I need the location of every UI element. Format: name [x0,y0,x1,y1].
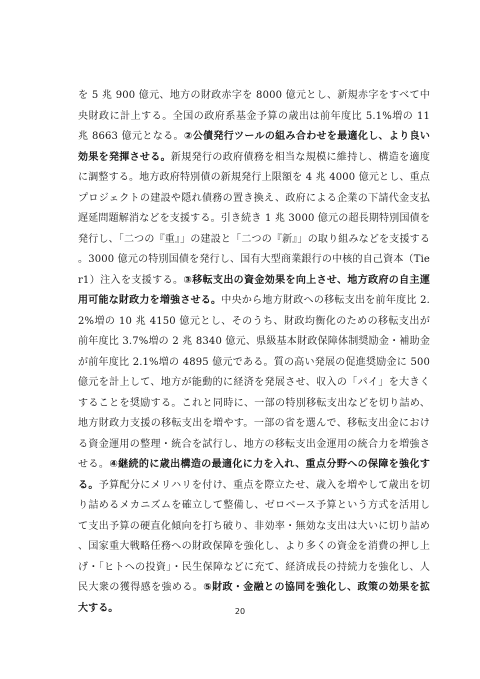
text-segment: 中央から地方財政への移転支出を前年度比 2.2%増の 10 兆 4150 億元とし、そのうち、財政均衡化のための移転支出が前年度比 3.7%増の 2 兆 8340 億元、県級基本財政保障体制奨励金・補助金が前年度比 2.1%増の 4895 億元である。質の高い発展の促進奨励金に 500 億元を計上して、地方が能動的に経済を発展させ、収入の「パイ」を大きくすることを奨励する。これと同時に、一部の特別移転支出などを切り詰め、地方財政力支援の移転支出を増やす。一部の省を選んで、移転支出金における資金運用の整理・統合を試行し、地方の移転支出金運用の統合力を増強させる。 [78,295,430,470]
bold-heading-segment: ④継続的に歳出構造の最適化に力を入れ、重点分野への保障を強化する。 [78,459,431,491]
text-segment: 予算配分にメリハリを付け、重点を際立たせ、歳入を増やして歳出を切り詰めるメカニズムを確立して整備し、ゼロベース予算という方式を活用して支出予算の硬直化傾向を打ち破り、非効率・無効な支出は大いに切り詰め、国家重大戦略任務への財政保障を強化し、より多くの資金を消費の押し上げ・「ヒトへの投資」・民生保障などに充て、経済成長の持続力を強化し、人民大衆の獲得感を強める。 [78,479,430,593]
page-number: 20 [234,607,246,616]
body-paragraph [78,86,430,619]
text-segment: 新規発行の政府債務を相当な規模に維持し、構造を適度に調整する。地方政府特別債の新規発行上限額を 4 兆 4000 億元とし、重点プロジェクトの建設や隠れ債務の置き換え、政府による企業の下請代金支払遅延問題解消などを支援する。引き続き 1 兆 3000 億元の超長期特別国債を発行し、「二つの『重』」の建設と「二つの『新』」の取り組みなどを支援する。3000 億元の特別国債を発行し、国有大型商業銀行の中核的自己資本（Tier1）注入を支援する。 [78,151,430,286]
bold-heading-segment: ③移転支出の資金効果を向上させ、地方政府の自主運用可能な財政力を増強させる。 [78,274,430,306]
text-segment: を 5 兆 900 億元、地方の財政赤字を 8000 億元とし、新規赤字をすべて中央財政に計上する。全国の政府系基金予算の歳出は前年度比 5.1%増の 11 兆 8663 億元となる。 [78,90,430,142]
bold-heading-segment: ②公債発行ツールの組み合わせを最適化し、より良い効果を発揮させる。 [78,131,430,163]
bold-heading-segment: ⑤財政・金融との協同を強化し、政策の効果を拡大する。 [78,582,430,614]
